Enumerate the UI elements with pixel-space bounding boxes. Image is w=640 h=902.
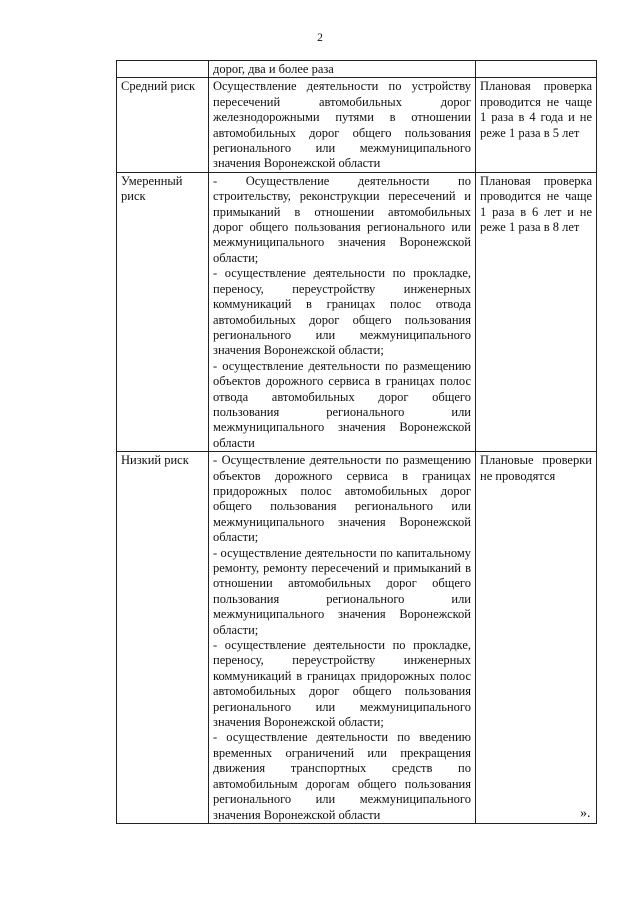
activity-item: - Осуществление деятельности по строительству, реконструкции пересечений и примыканий в отношении автомобильных дорог общего пользования регионального или межмуниципального значения Воронежской области; bbox=[213, 173, 471, 265]
activity-item: - осуществление деятельности по прокладке, переносу, переустройству инженерных коммуникаций в границах полос отвода автомобильных дорог общего пользования регионального или межмуниципального значения Воронежской области; bbox=[213, 266, 471, 358]
inspection-frequency-cell: Плановая проверка проводится не чаще 1 раза в 4 года и не реже 1 раза в 5 лет bbox=[476, 78, 597, 172]
activity-cell bbox=[209, 452, 476, 824]
risk-category-cell: Средний риск bbox=[117, 78, 209, 172]
activity-cell: дорог, два и более раза bbox=[209, 61, 476, 78]
inspection-frequency-cell: Плановая проверка проводится не чаще 1 раза в 6 лет и не реже 1 раза в 8 лет bbox=[476, 172, 597, 451]
activity-item: - осуществление деятельности по капитальному ремонту, ремонту пересечений и примыканий в отношении автомобильных дорог общего пользования регионального или межмуниципального значения Воронежской области; bbox=[213, 545, 471, 637]
inspection-frequency-cell bbox=[476, 61, 597, 78]
activity-item: - осуществление деятельности по размещению объектов дорожного сервиса в границах полос отвода автомобильных дорог общего пользования регионального или межмуниципального значения Воронежской области bbox=[213, 358, 471, 450]
risk-category-cell: Умеренный риск bbox=[117, 172, 209, 451]
risk-category-cell bbox=[117, 61, 209, 78]
table-row bbox=[117, 61, 597, 78]
risk-category-table bbox=[116, 60, 597, 824]
activity-item: Осуществление деятельности по устройству пересечений автомобильных дорог железнодорожными путями в отношении автомобильных дорог общего пользования регионального или межмуниципального значения Воронежской области bbox=[213, 79, 471, 171]
inspection-frequency-cell: Плановые проверки не проводятся bbox=[476, 452, 597, 824]
table-row bbox=[117, 452, 597, 824]
activity-item: - Осуществление деятельности по размещению объектов дорожного сервиса в границах придорожных полос автомобильных дорог общего пользования регионального или межмуниципального значения Воронежской области; bbox=[213, 453, 471, 545]
closing-quote-mark: ». bbox=[580, 806, 591, 821]
activity-cell bbox=[209, 172, 476, 451]
activity-item: - осуществление деятельности по прокладке, переносу, переустройству инженерных коммуникаций в границах придорожных полос автомобильных дорог общего пользования регионального или межмуниципального значения Воронежской области; bbox=[213, 638, 471, 730]
table-row bbox=[117, 172, 597, 451]
risk-category-cell: Низкий риск bbox=[117, 452, 209, 824]
page-number: 2 bbox=[317, 32, 323, 44]
activity-cell bbox=[209, 78, 476, 172]
activity-item: - осуществление деятельности по введению временных ограничений или прекращения движения транспортных средств по автомобильным дорогам общего пользования регионального или межмуниципального значения Воронежской области bbox=[213, 730, 471, 822]
table-row bbox=[117, 78, 597, 172]
